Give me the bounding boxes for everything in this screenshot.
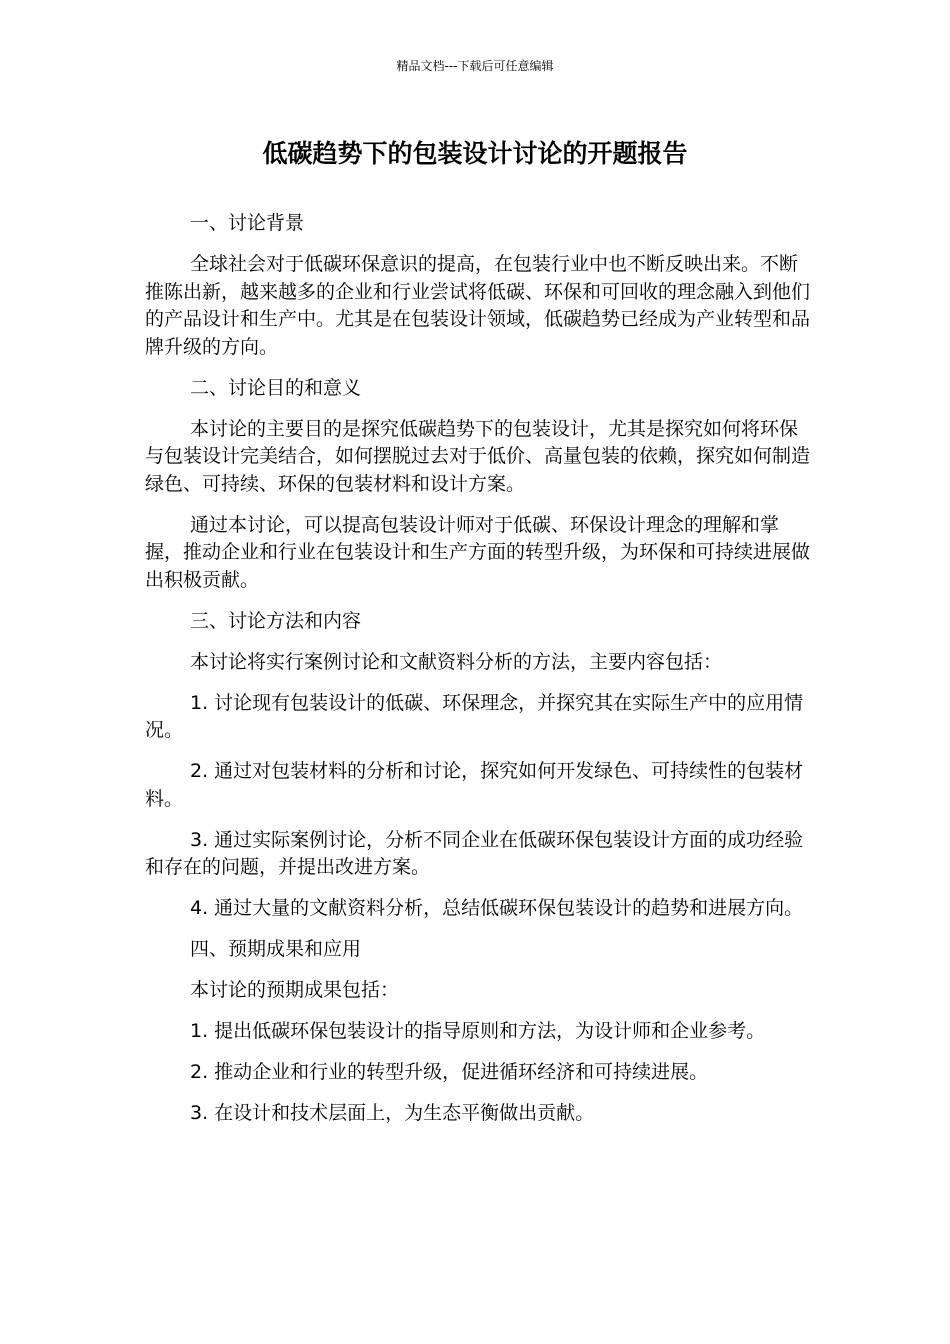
section-heading-purpose: 二、讨论目的和意义	[190, 376, 362, 399]
purpose-paragraph-2: 通过本讨论，可以提高包装设计师对于低碳、环保设计理念的理解和掌握，推动企业和行业在包装设计和生产方面的转型升级，为环保和可持续进展做出积极贡献。	[145, 513, 811, 591]
methods-item-3: 3. 通过实际案例讨论，分析不同企业在低碳环保包装设计方面的成功经验和存在的问题，并提出改进方案。	[145, 828, 804, 878]
outcomes-item-1: 1. 提出低碳环保包装设计的指导原则和方法，为设计师和企业参考。	[190, 1020, 766, 1042]
methods-item-2: 2. 通过对包装材料的分析和讨论，探究如何开发绿色、可持续性的包装材料。	[145, 760, 804, 810]
methods-item-1: 1. 讨论现有包装设计的低碳、环保理念，并探究其在实际生产中的应用情况。	[145, 691, 804, 741]
purpose-paragraph-1: 本讨论的主要目的是探究低碳趋势下的包装设计，尤其是探究如何将环保与包装设计完美结合，如何摆脱过去对于低价、高量包装的依赖，探究如何制造绿色、可持续、环保的包装材料和设计方案。	[145, 417, 811, 495]
outcomes-item-2: 2. 推动企业和行业的转型升级，促进循环经济和可持续进展。	[190, 1061, 709, 1083]
outcomes-item-3: 3. 在设计和技术层面上，为生态平衡做出贡献。	[190, 1102, 595, 1124]
methods-item-4: 4. 通过大量的文献资料分析，总结低碳环保包装设计的趋势和进展方向。	[190, 897, 804, 919]
section-heading-methods: 三、讨论方法和内容	[190, 609, 362, 632]
running-header: 精品文档---下载后可任意编辑	[396, 59, 554, 73]
section-heading-outcomes: 四、预期成果和应用	[190, 938, 362, 960]
background-paragraph: 全球社会对于低碳环保意识的提高，在包装行业中也不断反映出来。不断推陈出新，越来越多的企业和行业尝试将低碳、环保和可回收的理念融入到他们的产品设计和生产中。尤其是在包装设计领域，低碳趋势已经成为产业转型和品牌升级的方向。	[145, 253, 811, 358]
section-heading-background: 一、讨论背景	[190, 212, 305, 234]
document-title: 低碳趋势下的包装设计讨论的开题报告	[262, 139, 688, 168]
document-body	[145, 210, 815, 1141]
outcomes-intro: 本讨论的预期成果包括：	[190, 979, 400, 1001]
methods-intro: 本讨论将实行案例讨论和文献资料分析的方法，主要内容包括：	[190, 650, 723, 673]
